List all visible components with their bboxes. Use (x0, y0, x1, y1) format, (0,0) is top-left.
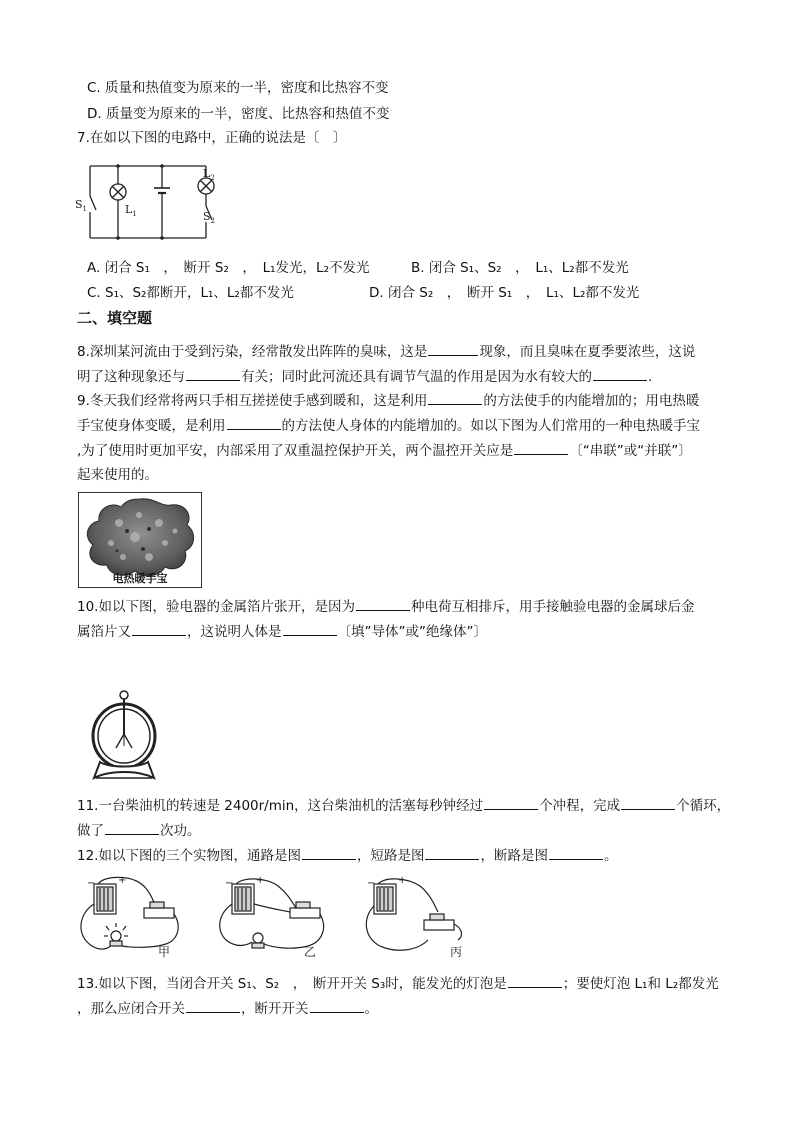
q7-option-d: D. 闭合 S₂ ， 断开 S₁ ， L₁、L₂都不发光 (369, 285, 640, 301)
answer-blank[interactable] (514, 440, 568, 455)
q11-line-1: 11.一台柴油机的转速是 2400r/min，这台柴油机的活塞每秒钟经过 个冲程，完成 个循环， (77, 795, 730, 816)
svg-text:+: + (256, 875, 265, 886)
q9-line-1: 9.冬天我们经常将两只手相互搓搓使手感到暖和，这是利用 的方法使手的内能增加的；用电热暖 (77, 390, 699, 411)
q10-line-2: 属箔片又 ，这说明人体是 〔填”导体”或”绝缘体”〕 (77, 621, 487, 642)
minus-label: − (87, 878, 96, 889)
label-s1: S (75, 198, 83, 211)
label-bing: 丙 (450, 945, 463, 959)
label-l1: L (125, 203, 133, 216)
q7-option-b: B. 闭合 S₁、S₂ ， L₁、L₂都不发光 (411, 260, 629, 276)
q9-line-2: 手宝使身体变暖，是利用 的方法使人身体的内能增加的。如以下图为人们常用的一种电热暖手宝 (77, 415, 700, 436)
q10-line-1: 10.如以下图，验电器的金属箔片张开，是因为 种电荷互相排斥，用手接触验电器的金属球后金 (77, 596, 694, 617)
svg-text:S2: $S_2$ (203, 210, 216, 225)
answer-blank[interactable] (186, 366, 240, 381)
hand-warmer-image (78, 492, 202, 588)
circuit-bing-diagram (358, 874, 470, 960)
answer-blank[interactable] (428, 341, 478, 356)
q7-option-a: A. 闭合 S₁ ， 断开 S₂ ， L₁发光，L₂不发光 (87, 260, 370, 276)
answer-blank[interactable] (186, 998, 240, 1013)
label-jia: 甲 (158, 945, 171, 959)
q6-option-d: D. 质量变为原来的一半，密度、比热容和热值不变 (87, 106, 390, 122)
label-s2: S (203, 210, 211, 223)
svg-text:−: − (225, 878, 234, 889)
q9-line-3: ,为了使用时更加平安，内部采用了双重温控保护开关，两个温控开关应是 〔“串联”或“并联”〕 (77, 440, 692, 461)
circuit-jia-diagram (74, 874, 186, 960)
answer-blank[interactable] (425, 845, 479, 860)
svg-text:−: − (367, 878, 376, 889)
hand-warmer-caption: 电热暖手宝 (112, 572, 168, 585)
answer-blank[interactable] (302, 845, 356, 860)
svg-text:S1: $S_1$ (75, 198, 88, 213)
answer-blank[interactable] (621, 795, 675, 810)
answer-blank[interactable] (227, 415, 281, 430)
electroscope-diagram (86, 688, 162, 784)
label-l2: L (203, 167, 211, 180)
q8-line-1: 8.深圳某河流由于受到污染，经常散发出阵阵的臭味，这是 现象，而且臭味在夏季要浓些，这说 (77, 341, 695, 362)
svg-text:L2: $L_2$ (203, 167, 215, 182)
q13-line-2: ，那么应闭合开关 ，断开开关 。 (77, 998, 378, 1019)
circuit-yi-diagram (212, 874, 332, 960)
answer-blank[interactable] (593, 366, 647, 381)
answer-blank[interactable] (132, 621, 186, 636)
label-yi: 乙 (304, 945, 317, 959)
svg-text:+: + (398, 875, 407, 886)
svg-text:L1: $L_1$ (125, 203, 137, 218)
answer-blank[interactable] (549, 845, 603, 860)
q7-circuit-diagram (74, 158, 224, 244)
section-title-fill-blank: 二、填空题 (77, 309, 153, 327)
q13-line-1: 13.如以下图，当闭合开关 S₁、S₂ ， 断开开关 S₃时，能发光的灯泡是 ；要使灯泡 L₁和 L₂都发光 (77, 973, 719, 994)
q9-line-4: 起来使用的。 (77, 467, 158, 483)
answer-blank[interactable] (508, 973, 562, 988)
q12-line-1: 12.如以下图的三个实物图，通路是图 ，短路是图 ，断路是图 。 (77, 845, 617, 866)
answer-blank[interactable] (283, 621, 337, 636)
q11-line-2: 做了 次功。 (77, 820, 201, 841)
q7-stem: 7.在如以下图的电路中，正确的说法是〔 〕 (77, 130, 347, 146)
answer-blank[interactable] (310, 998, 364, 1013)
q6-option-c: C. 质量和热值变为原来的一半，密度和比热容不变 (87, 80, 389, 96)
answer-blank[interactable] (484, 795, 538, 810)
q8-line-2: 明了这种现象还与 有关；同时此河流还具有调节气温的作用是因为水有较大的 . (77, 366, 652, 387)
plus-label: + (118, 875, 127, 886)
answer-blank[interactable] (428, 390, 482, 405)
answer-blank[interactable] (105, 820, 159, 835)
answer-blank[interactable] (356, 596, 410, 611)
q7-option-c: C. S₁、S₂都断开，L₁、L₂都不发光 (87, 285, 294, 301)
